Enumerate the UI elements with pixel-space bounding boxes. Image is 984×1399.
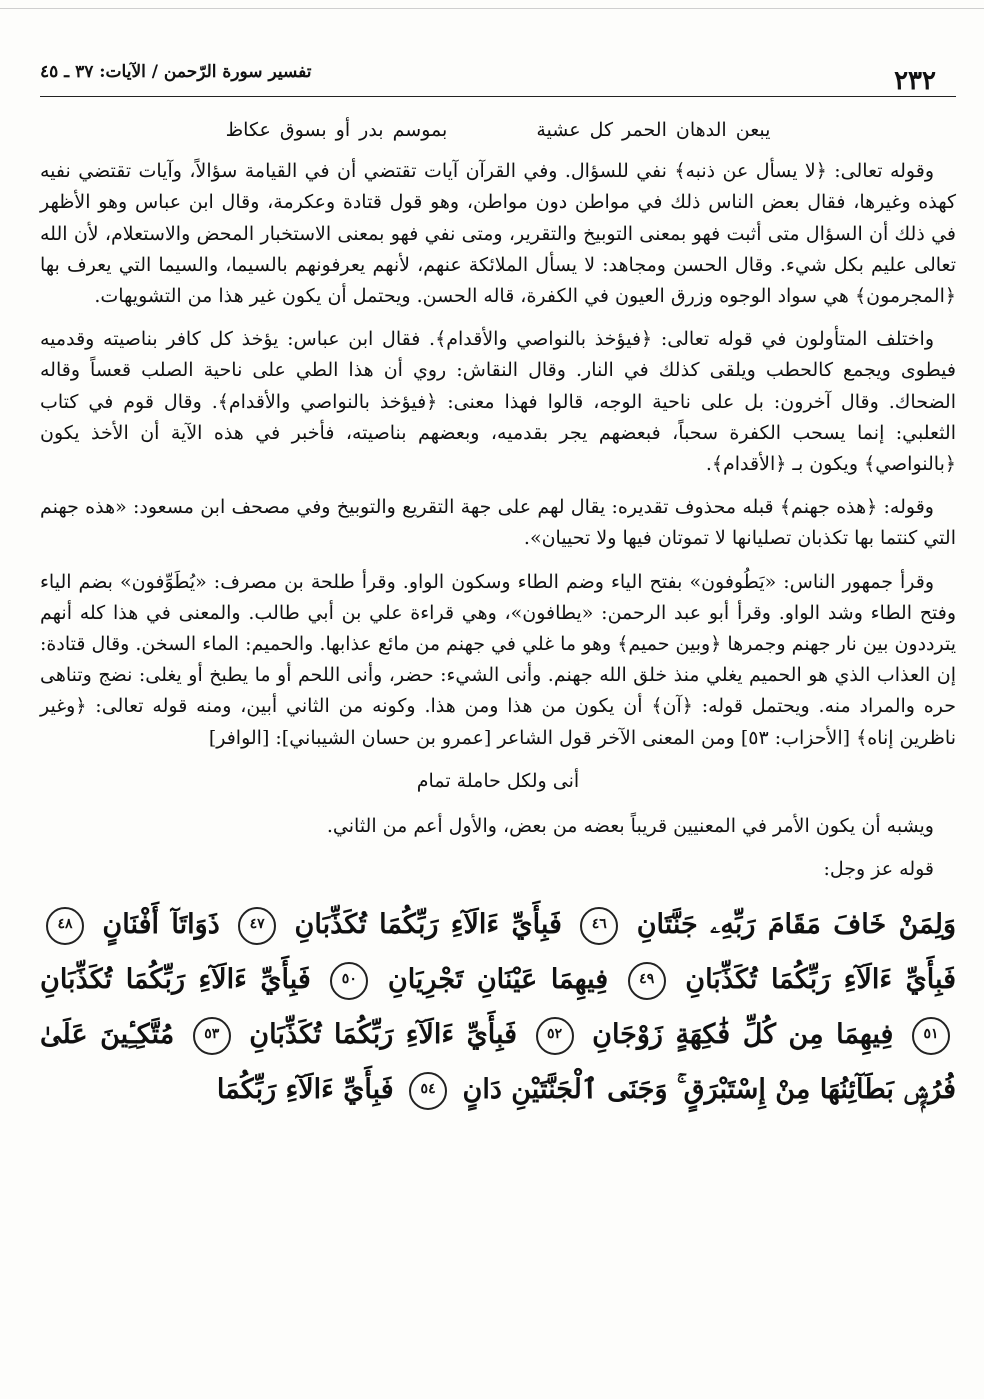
- poem-line: [40, 115, 956, 146]
- paragraph-hell: وقوله: ﴿هذه جهنم﴾ قبله محذوف تقديره: يقال لهم على جهة التقريع والتوبيخ وفي مصحف ابن مسعود: «هذه جهنم التي كنتما بها تكذبان تصليانها لا تموتان فيها ولا تحييان».: [40, 496, 956, 550]
- quran-segment: فَبِأَيِّ ءَالَآءِ رَبِّكُمَا تُكَذِّبَانِ: [685, 964, 957, 996]
- quran-segment: فِيهِمَا عَيْنَانِ تَجْرِيَانِ: [387, 964, 609, 996]
- poem-first-hemistich: يبعن الدهان الحمر كل عشية: [536, 119, 771, 141]
- poem-quote: أنى ولكل حاملة تمام: [416, 769, 580, 792]
- quran-segment: مُتَّكِـِٔينَ عَلَىٰ فُرُشٍۭ بَطَآئِنُهَا مِنْ إِسْتَبْرَقٍ ۚ وَجَنَى ٱلْجَنَّتَيْنِ دَانٍ: [40, 1019, 956, 1106]
- poem-second-hemistich: بموسم بدر أو بسوق عكاظ: [225, 119, 448, 141]
- quran-segment: فَبِأَيِّ ءَالَآءِ رَبِّكُمَا تُكَذِّبَانِ: [294, 909, 562, 941]
- paragraph-readings: وقرأ جمهور الناس: «يَطُوفون» بفتح الياء وضم الطاء وسكون الواو. وقرأ طلحة بن مصرف: «يُطَوِّفون» بضم الياء وفتح الطاء وشد الواو. وقرأ أبو عبد الرحمن: «يطافون»، وهي قراءة علي بن أبي طالب. والمعنى في هذا كله أنهم يترددون بين نار جهنم وجمرها ﴿وبين حميم﴾ وهو ما غلي في جهنم من مائع عذابها. والحميم: الماء السخن. وقال قتادة: إن العذاب الذي هو الحميم يغلي منذ خلق الله جهنم. وأنى الشيء: حضر، وأنى اللحم أو ما يطبخ أو يغلى: نضج وتناهى حره والمراد منه. ويحتمل قوله: ﴿آن﴾ أن يكون من هذا ومن هذا. وكونه من الثاني أبين، ومنه قوله تعالى: ﴿وغير ناظرين إناه﴾ [الأحزاب: ٥٣] ومن المعنى الآخر قول الشاعر [عمرو بن حسان الشيباني]: [الوافر]: [40, 570, 956, 749]
- ayah-number-marker: ٥٠: [330, 962, 368, 1000]
- page-number: ٢٣٢: [894, 66, 936, 96]
- quran-segment: فَبِأَيِّ ءَالَآءِ رَبِّكُمَا: [216, 1074, 394, 1106]
- ayah-number-marker: ٤٩: [628, 962, 666, 1000]
- ayah-number-marker: ٤٨: [46, 907, 84, 945]
- quran-segment: فَبِأَيِّ ءَالَآءِ رَبِّكُمَا تُكَذِّبَانِ: [249, 1019, 518, 1051]
- running-title: تفسير سورة الرّحمن / الآيات: ٣٧ ـ ٤٥: [40, 62, 312, 82]
- ayah-number-marker: ٤٧: [238, 907, 276, 945]
- commentary-body: [40, 115, 956, 885]
- paragraph-intro-verse: قوله عز وجل:: [823, 858, 934, 881]
- scan-edge-line: [0, 8, 984, 9]
- ayah-number-marker: ٥٣: [193, 1017, 231, 1055]
- quran-segment: ذَوَاتَآ أَفْنَانٍ: [102, 909, 220, 941]
- quran-segment: فَبِأَيِّ ءَالَآءِ رَبِّكُمَا تُكَذِّبَانِ: [40, 964, 311, 996]
- book-page: [40, 52, 956, 1117]
- ayah-number-marker: ٥٢: [536, 1017, 574, 1055]
- page-header: [40, 52, 956, 97]
- quran-segment: وَلِمَنْ خَافَ مَقَامَ رَبِّهِۦ جَنَّتَانِ: [636, 909, 957, 941]
- ayah-number-marker: ٤٦: [580, 907, 618, 945]
- paragraph-forelocks-feet: واختلف المتأولون في قوله تعالى: ﴿فيؤخذ بالنواصي والأقدام﴾. فقال ابن عباس: يؤخذ كل كافر بناصيته وقدميه فيطوى ويجمع كالحطب ويلقى كذلك في النار. وقال النقاش: روي أن هذا الطي على ناحية الصلب قعساً وقاله الضحاك. وقال آخرون: بل على ناحية الوجه، قالوا فهذا معنى: ﴿فيؤخذ بالنواصي والأقدام﴾. وقال قوم في كتاب الثعلبي: إنما يسحب الكفرة سحباً، فبعضهم يجر بقدميه، وبعضهم بناصيته، فأخبر في هذه الآية أن الأخذ يكون ﴿بالنواصي﴾ ويكون بـ ﴿الأقدام﴾.: [40, 328, 956, 476]
- paragraph-closing: ويشبه أن يكون الأمر في المعنيين قريباً بعضه من بعض، والأول أعم من الثاني.: [326, 815, 934, 838]
- quran-verses: [40, 897, 956, 1117]
- ayah-number-marker: ٥٤: [409, 1072, 447, 1110]
- ayah-number-marker: ٥١: [912, 1017, 950, 1055]
- paragraph-question-denial: وقوله تعالى: ﴿لا يسأل عن ذنبه﴾ نفي للسؤال. وفي القرآن آيات تقتضي أن في القيامة سؤالاً، وآيات تقتضي نفيه كهذه وغيرها، فقال بعض الناس ذلك في مواطن دون مواطن، وهو قول قتادة وعكرمة، وقال ابن عباس وهو الأظهر في ذلك أن السؤال متى أثبت فهو بمعنى التوبيخ والتقرير، ومتى نفي فهو بمعنى الاستخبار المحض والاستعلام، لأن الله تعالى عليم بكل شيء. وقال الحسن ومجاهد: لا يسأل الملائكة عنهم، لأنهم يعرفونهم بالسيما، والسيما التي يعرف بها ﴿المجرمون﴾ هي سواد الوجوه وزرق العيون في الكفرة، قاله الحسن. ويحتمل أن يكون غير هذا من التشويهات.: [40, 160, 956, 308]
- quran-segment: فِيهِمَا مِن كُلِّ فَٰكِهَةٍ زَوْجَانِ: [592, 1019, 894, 1051]
